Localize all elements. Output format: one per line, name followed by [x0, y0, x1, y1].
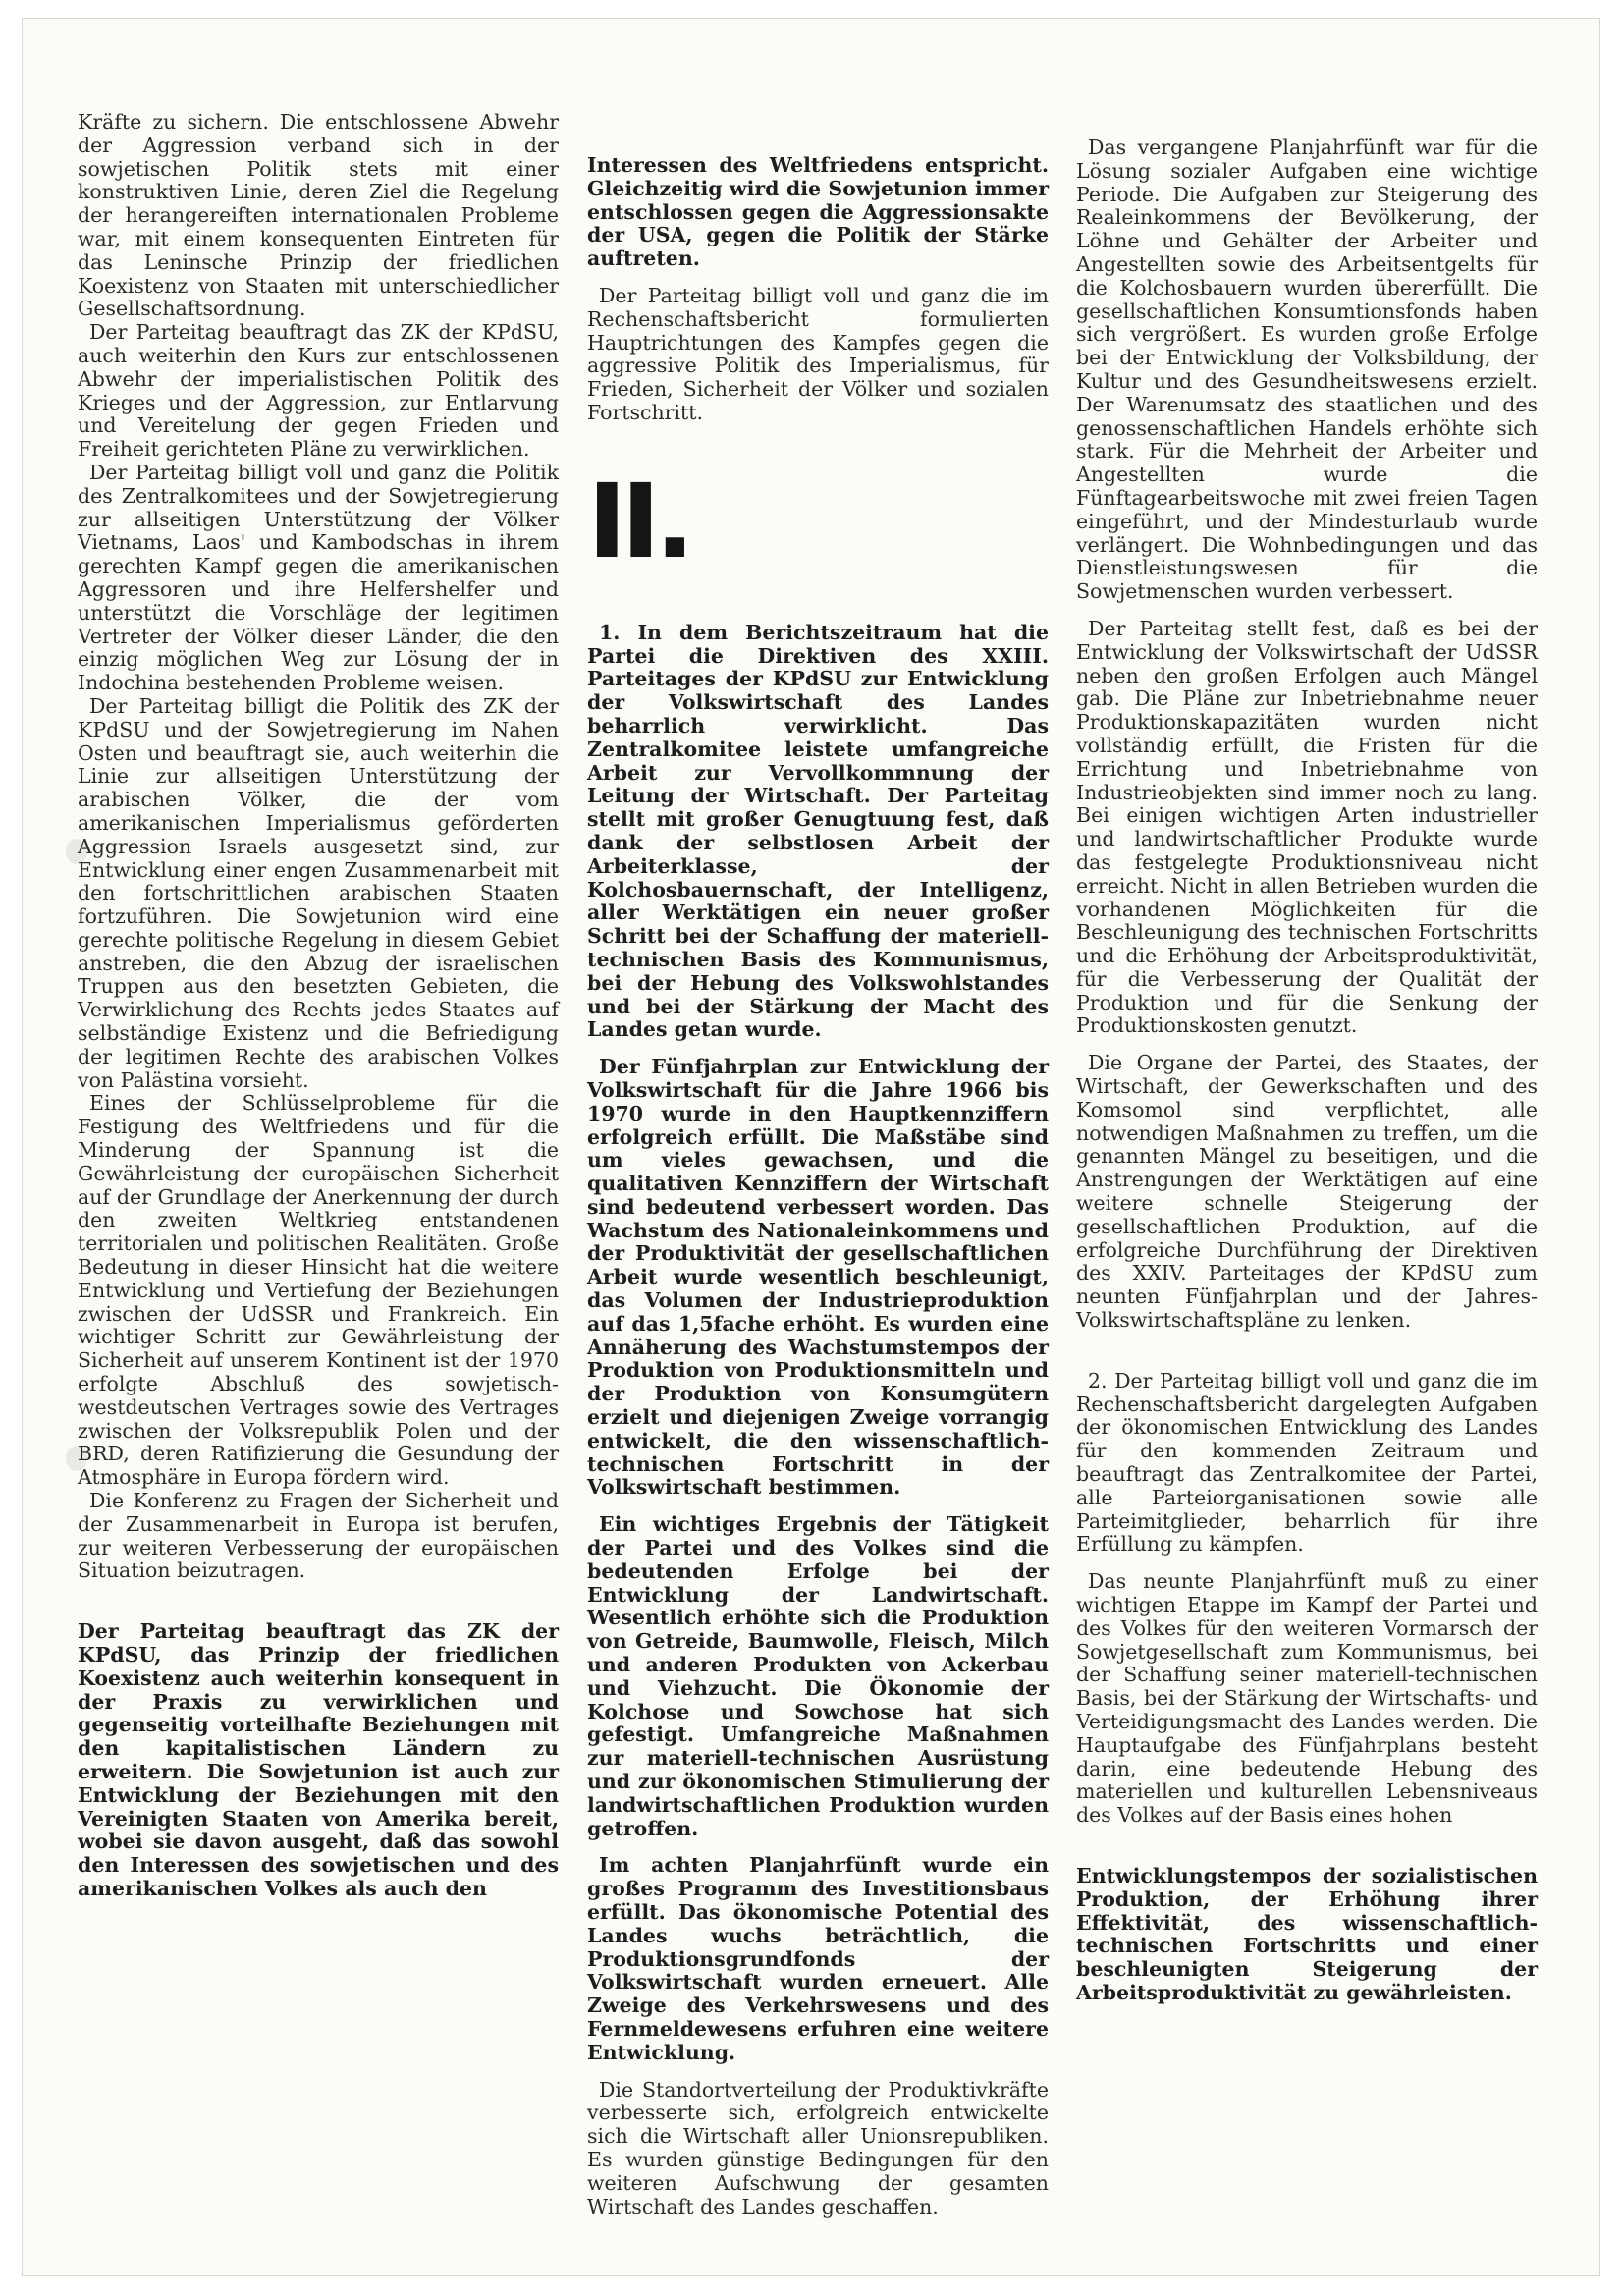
paragraph: Kräfte zu sichern. Die entschlossene Abwehr der Aggression verband sich in der sowjetischen Politik stets mit einer konstruktiven Linie, deren Ziel die Regelung der herangereiften internationalen Probleme war, mit einem konsequenten Eintreten für das Leninsche Prinzip der friedlichen Koexistenz von Staaten mit unterschiedlicher Gesellschaftsordnung.	[78, 110, 559, 321]
text-column-middle	[587, 154, 1049, 2218]
text-column-left	[78, 111, 559, 1901]
paragraph-bold: Entwicklungstempos der sozialistischen Produktion, der Erhöhung ihrer Effektivität, des wissenschaftlich-technischen Fortschritts und einer beschleunigten Steigerung der Arbeitsproduktivität zu gewährleisten.	[1076, 1863, 1538, 2004]
document-page	[22, 18, 1600, 2276]
paragraph: Der Parteitag stellt fest, daß es bei der Entwicklung der Volkswirtschaft der UdSSR neben den großen Erfolgen auch Mängel gab. Die Pläne zur Inbetriebnahme neuer Produktionskapazitäten wurden nicht vollständig erfüllt, die Fristen für die Errichtung und Inbetriebnahme von Industrieobjekten sind immer noch zu lang. Bei einigen wichtigen Arten industrieller und landwirtschaftlicher Produkte wurde das festgelegte Produktionsniveau nicht erreicht. Nicht in allen Betrieben wurden die vorhandenen Möglichkeiten für die Beschleunigung des technischen Fortschritts und die Erhöhung der Arbeitsproduktivität, für die Verbesserung der Qualität der Produktion und für die Senkung der Produktionskosten genutzt.	[1076, 616, 1538, 1038]
paragraph: Der Parteitag billigt voll und ganz die im Rechenschaftsbericht formulierten Hauptrichtungen des Kampfes gegen die aggressive Politik des Imperialismus, für Frieden, Sicherheit der Völker und sozialen Fortschritt.	[587, 283, 1049, 424]
paragraph-bold: 1. In dem Berichtszeitraum hat die Partei die Direktiven des XXIII. Parteitages der KPdSU zur Entwicklung der Volkswirtschaft des Landes beharrlich verwirklicht. Das Zentralkomitee leistete umfangreiche Arbeit zur Vervollkommnung der Leitung der Wirtschaft. Der Parteitag stellt mit großer Genugtuung fest, daß dank der selbstlosen Arbeit der Arbeiterklasse, der Kolchosbauernschaft, der Intelligenz, aller Werktätigen ein neuer großer Schritt bei der Schaffung der materiell-technischen Basis des Kommunismus, bei der Hebung des Volkswohlstandes und bei der Stärkung der Macht des Landes getan wurde.	[587, 620, 1049, 1042]
paragraph: Der Parteitag billigt die Politik des ZK der KPdSU und der Sowjetregierung im Nahen Osten und beauftragt sie, auch weiterhin die Linie zur allseitigen Unterstützung der arabischen Völker, die der vom amerikanischen Imperialismus geförderten Aggression Israels ausgesetzt sind, zur Entwicklung einer engen Zusammenarbeit mit den fortschrittlichen arabischen Staaten fortzuführen. Die Sowjetunion wird eine gerechte politische Regelung in diesem Gebiet anstreben, die den Abzug der israelischen Truppen aus den besetzten Gebieten, die Verwirklichung des Rechts jedes Staates auf selbständige Existenz und die Befriedigung der legitimen Rechte des arabischen Volkes von Palästina vorsieht.	[78, 693, 559, 1092]
paragraph: Die Organe der Partei, des Staates, der Wirtschaft, der Gewerkschaften und des Komsomol sind verpflichtet, alle notwendigen Maßnahmen zu treffen, um die genannten Mängel zu beseitigen, und die Anstrengungen der Werktätigen auf eine weitere schnelle Steigerung der gesellschaftlichen Produktion, auf die erfolgreiche Durchführung der Direktiven des XXIV. Parteitages der KPdSU zum neunten Fünfjahrplan und der Jahres-Volkswirtschaftspläne zu lenken.	[1076, 1051, 1538, 1333]
paragraph: Das neunte Planjahrfünft muß zu einer wichtigen Etappe im Kampf der Partei und des Volkes für den weiteren Vormarsch der Sowjetgesellschaft zum Kommunismus, bei der Schaffung seiner materiell-technischen Basis, bei der Stärkung der Wirtschafts- und Verteidigungsmacht des Landes werden. Die Hauptaufgabe des Fünfjahrplans besteht darin, eine bedeutende Hebung des materiellen und kulturellen Lebensniveaus des Volkes auf der Basis eines hohen	[1076, 1569, 1538, 1828]
paragraph: Das vergangene Planjahrfünft war für die Lösung sozialer Aufgaben eine wichtige Periode. Die Aufgaben zur Steigerung des Realeinkommens der Bevölkerung, der Löhne und Gehälter der Arbeiter und Angestellten sowie des Arbeitsentgelts für die Kolchosbauern wurden übererfüllt. Die gesellschaftlichen Konsumtionsfonds haben sich vergrößert. Es wurden große Erfolge bei der Entwicklung der Volksbildung, der Kultur und des Gesundheitswesens erzielt. Der Warenumsatz des staatlichen und des genossenschaftlichen Handels erhöhte sich stark. Für die Mehrheit der Arbeiter und Angestellten wurde die Fünftagearbeitswoche mit zwei freien Tagen eingeführt, und der Mindesturlaub wurde verlängert. Die Wohnbedingungen und das Dienstleistungswesen für die Sowjetmenschen wurden verbessert.	[1076, 136, 1538, 604]
paragraph-bold: Interessen des Weltfriedens entspricht. Gleichzeitig wird die Sowjetunion immer entschlossen gegen die Aggressionsakte der USA, gegen die Politik der Stärke auftreten.	[587, 153, 1049, 271]
paragraph-bold: Der Fünfjahrplan zur Entwicklung der Volkswirtschaft für die Jahre 1966 bis 1970 wurde in den Hauptkennziffern erfolgreich erfüllt. Die Maßstäbe sind um vieles gewachsen, und die qualitativen Kennziffern der Wirtschaft sind bedeutend verbessert worden. Das Wachstum des Nationaleinkommens und der Produktivität der gesellschaftlichen Arbeit wurde wesentlich beschleunigt, das Volumen der Industrieproduktion auf das 1,5fache erhöht. Es wurden eine Annäherung des Wachstumstempos der Produktion von Produktionsmitteln und der Produktion von Konsumgütern erzielt und diejenigen Zweige vorrangig entwickelt, die den wissenschaftlich-technischen Fortschritt in der Volkswirtschaft bestimmen.	[587, 1055, 1049, 1500]
paragraph: Der Parteitag beauftragt das ZK der KPdSU, auch weiterhin den Kurs zur entschlossenen Abwehr der imperialistischen Politik des Krieges und der Aggression, zur Entlarvung und Vereitelung der gegen Frieden und Freiheit gerichteten Pläne zu verwirklichen.	[78, 320, 559, 462]
paragraph-bold: Im achten Planjahrfünft wurde ein großes Programm des Investitionsbaus erfüllt. Das ökonomische Potential des Landes wuchs beträchtlich, die Produktionsgrundfonds der Volkswirtschaft wurden erneuert. Alle Zweige des Verkehrswesens und des Fernmeldewesens erfuhren eine weitere Entwicklung.	[587, 1853, 1049, 2064]
paragraph-bold: Ein wichtiges Ergebnis der Tätigkeit der Partei und des Volkes sind die bedeutenden Erfolge bei der Entwicklung der Landwirtschaft. Wesentlich erhöhte sich die Produktion von Getreide, Baumwolle, Fleisch, Milch und anderen Produkten von Ackerbau und Viehzucht. Die Ökonomie der Kolchose und Sowchose hat sich gefestigt. Umfangreiche Maßnahmen zur materiell-technischen Ausrüstung und zur ökonomischen Stimulierung der landwirtschaftlichen Produktion wurden getroffen.	[587, 1512, 1049, 1840]
paragraph: Die Konferenz zu Fragen der Sicherheit und der Zusammenarbeit in Europa ist berufen, zur weiteren Verbesserung der europäischen Situation beizutragen.	[78, 1489, 559, 1583]
paragraph: Der Parteitag billigt voll und ganz die Politik des Zentralkomitees und der Sowjetregierung zur allseitigen Unterstützung der Völker Vietnams, Laos' und Kambodschas in ihrem gerechten Kampf gegen die amerikanischen Aggressoren und ihre Helfershelfer und unterstützt die Vorschläge der legitimen Vertreter der Völker dieser Länder, die den einzig möglichen Weg zur Lösung der in Indochina bestehenden Probleme weisen.	[78, 460, 559, 695]
paragraph: Die Standortverteilung der Produktivkräfte verbesserte sich, erfolgreich entwickelte sich die Wirtschaft aller Unionsrepubliken. Es wurden günstige Bedingungen für den weiteren Aufschwung der gesamten Wirtschaft des Landes geschaffen.	[587, 2077, 1049, 2218]
paragraph-bold: Der Parteitag beauftragt das ZK der KPdSU, das Prinzip der friedlichen Koexistenz auch weiterhin konsequent in der Praxis zu verwirklichen und gegenseitig vorteilhafte Beziehungen mit den kapitalistischen Ländern zu erweitern. Die Sowjetunion ist auch zur Entwicklung der Beziehungen mit den Vereinigten Staaten von Amerika bereit, wobei sie davon ausgeht, daß das sowohl den Interessen des sowjetischen und des amerikanischen Volkes als auch den	[78, 1619, 559, 1900]
paragraph: 2. Der Parteitag billigt voll und ganz die im Rechenschaftsbericht dargelegten Aufgaben der ökonomischen Entwicklung des Landes für den kommenden Zeitraum und beauftragt das Zentralkomitee der Partei, alle Parteiorganisationen sowie alle Parteimitglieder, beharrlich für ihre Erfüllung zu kämpfen.	[1076, 1368, 1538, 1557]
section-numeral: II.	[587, 461, 689, 581]
paragraph: Eines der Schlüsselprobleme für die Festigung des Weltfriedens und für die Minderung der Spannung ist die Gewährleistung der europäischen Sicherheit auf der Grundlage der Anerkennung der durch den zweiten Weltkrieg entstandenen territorialen und politischen Realitäten. Große Bedeutung in dieser Hinsicht hat die weitere Entwicklung und Vertiefung der Beziehungen zwischen der UdSSR und Frankreich. Ein wichtiger Schritt zur Gewährleistung der Sicherheit auf unserem Kontinent ist der 1970 erfolgte Abschluß des sowjetisch-westdeutschen Vertrages sowie des Vertrages zwischen der Volksrepublik Polen und der BRD, deren Ratifizierung die Gesundung der Atmosphäre in Europa fördern wird.	[78, 1091, 559, 1490]
text-column-right	[1076, 137, 1538, 2005]
